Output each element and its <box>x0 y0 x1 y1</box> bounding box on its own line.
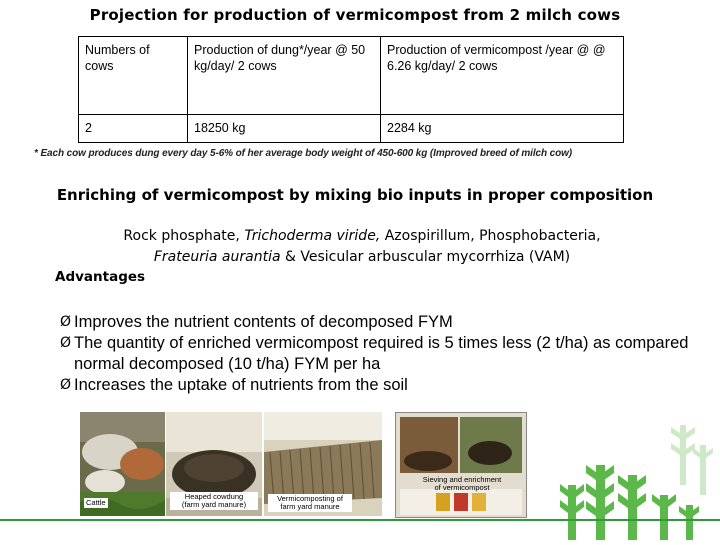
table-footnote: * Each cow produces dung every day 5-6% of her average body weight of 450-600 kg (Improved breed of milch cow) <box>34 148 573 159</box>
arrow-bullet-icon: Ø <box>60 314 72 330</box>
list-item-text: Increases the uptake of nutrients from the soil <box>74 376 408 394</box>
list-item-text: Improves the nutrient contents of decomposed FYM <box>74 313 453 331</box>
table-header-cell: Numbers of cows <box>79 37 188 115</box>
section-heading: Enriching of vermicompost by mixing bio inputs in proper composition <box>56 186 654 204</box>
table-row <box>79 115 624 143</box>
advantages-list <box>60 312 700 396</box>
advantages-label: Advantages <box>55 269 146 285</box>
arrow-bullet-icon: Ø <box>60 377 72 393</box>
cattle-photo <box>80 412 165 516</box>
table-cell: 18250 kg <box>188 115 381 143</box>
photo-caption: Sieving and enrichment of vermicompost <box>422 475 502 492</box>
list-item <box>60 312 700 333</box>
heaped-cowdung-photo <box>166 412 262 516</box>
table-header-cell: Production of dung*/year @ 50 kg/day/ 2 cows <box>188 37 381 115</box>
bio-inputs-text-part: Rock phosphate, <box>123 228 245 244</box>
list-item-text: The quantity of enriched vermicompost required is 5 times less (2 t/ha) as compared normal decomposed (10 t/ha) FYM per ha <box>74 334 689 373</box>
arrow-bullet-icon: Ø <box>60 335 72 351</box>
photo-caption: Heaped cowdung (farm yard manure) <box>170 492 258 510</box>
photo-caption: Vermicomposting of farm yard manure <box>268 494 352 512</box>
table-cell: 2284 kg <box>381 115 624 143</box>
sieving-photo <box>395 412 527 518</box>
list-item <box>60 375 700 396</box>
list-item <box>60 333 700 375</box>
table-cell: 2 <box>79 115 188 143</box>
bio-inputs-text-italic: Frateuria aurantia <box>153 249 281 265</box>
projection-table <box>78 36 624 143</box>
sieving-photo-image <box>396 413 526 517</box>
bio-inputs-text-italic: Trichoderma viride, <box>244 228 381 244</box>
footer-accent-line <box>0 519 720 521</box>
table-header-row <box>79 37 624 115</box>
photo-caption: Cattle <box>86 498 106 507</box>
bio-inputs-text-part: Azospirillum, Phosphobacteria, <box>380 228 601 244</box>
bio-inputs-text <box>72 226 652 268</box>
bio-inputs-text-part: & Vesicular arbuscular mycorrhiza (VAM) <box>280 249 571 265</box>
page-title: Projection for production of vermicompost from 2 milch cows <box>89 6 621 24</box>
vermicomposting-photo <box>264 412 382 516</box>
table-header-cell: Production of vermicompost /year @ @ 6.26 kg/day/ 2 cows <box>381 37 624 115</box>
